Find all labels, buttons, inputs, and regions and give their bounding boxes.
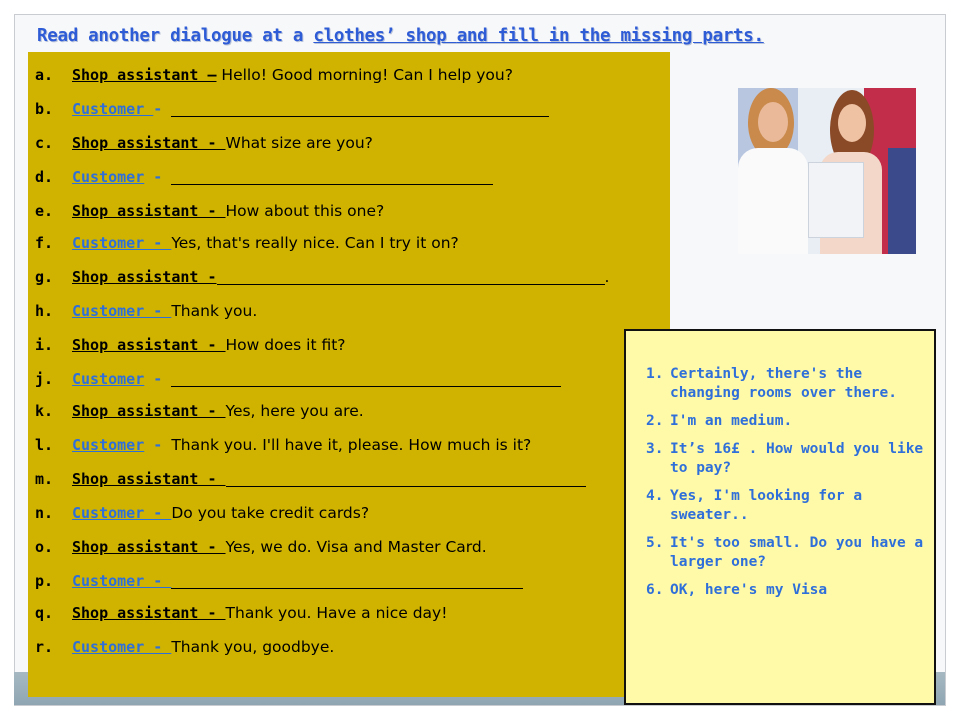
answer-options-list [646, 365, 932, 609]
line-letter: o. [35, 538, 54, 556]
option-text: It's too small. Do you have a larger one? [670, 535, 932, 570]
line-letter: l. [35, 436, 54, 454]
line-text: Yes, here you are. [225, 402, 364, 420]
line-end: . [604, 268, 610, 286]
line-letter: e. [35, 202, 54, 220]
dialogue-line-n [35, 500, 369, 526]
line-letter: i. [35, 336, 54, 354]
line-letter: n. [35, 504, 54, 522]
answer-blank[interactable] [217, 267, 605, 285]
option-text: OK, here's my Visa [670, 582, 828, 598]
dialogue-line-o [35, 534, 487, 560]
title-link: clothes’ shop [313, 26, 457, 46]
dialogue-line-e [35, 198, 384, 224]
speaker-label: Shop assistant – [72, 66, 217, 84]
line-letter: p. [35, 572, 54, 590]
dialogue-line-l [35, 432, 531, 458]
page-title [37, 26, 764, 46]
line-letter: k. [35, 402, 54, 420]
speaker-label: Shop assistant - [72, 538, 226, 556]
speaker-label: Customer - [72, 638, 172, 656]
speaker-label: Customer [72, 436, 145, 454]
option-text: It’s 16£ . How would you like to pay? [670, 441, 932, 476]
dialogue-line-c [35, 130, 373, 156]
speaker-label: Shop assistant - [72, 134, 226, 152]
assistant-body [738, 148, 808, 254]
dialogue-line-d [35, 164, 493, 190]
speaker-label: Customer [72, 370, 145, 388]
line-letter: r. [35, 638, 54, 656]
line-text: What size are you? [225, 134, 373, 152]
speaker-label: Shop assistant - [72, 268, 217, 286]
dialogue-line-m [35, 466, 586, 492]
dialogue-line-q [35, 600, 447, 626]
line-text: Yes, we do. Visa and Master Card. [225, 538, 487, 556]
answer-option [646, 581, 932, 600]
line-text: Thank you, goodbye. [171, 638, 335, 656]
speaker-label: Shop assistant - [72, 604, 226, 622]
answer-option [646, 534, 932, 572]
speaker-separator: - [153, 100, 172, 118]
dialogue-line-g [35, 264, 609, 290]
answer-option [646, 365, 932, 403]
answer-blank[interactable] [171, 99, 549, 117]
speaker-label: Shop assistant - [72, 202, 226, 220]
option-text: Yes, I'm looking for a sweater.. [670, 488, 871, 523]
speaker-separator: - [144, 370, 172, 388]
speaker-label: Shop assistant - [72, 336, 226, 354]
line-text: Thank you. [171, 302, 258, 320]
line-text: Thank you. I'll have it, please. How much is it? [171, 436, 532, 454]
speaker-separator: - [144, 168, 172, 186]
speaker-label: Customer [72, 168, 145, 186]
line-letter: h. [35, 302, 54, 320]
option-text: I'm an medium. [670, 413, 793, 429]
dialogue-line-a [35, 62, 513, 88]
line-letter: a. [35, 66, 54, 84]
answer-option [646, 412, 932, 431]
speaker-label: Customer - [72, 504, 172, 522]
speaker-label: Customer - [72, 302, 172, 320]
line-letter: m. [35, 470, 54, 488]
speaker-label: Shop assistant - [72, 402, 226, 420]
option-number: 1. [646, 366, 664, 382]
line-text: Do you take credit cards? [171, 504, 370, 522]
speaker-label: Customer - [72, 572, 172, 590]
line-letter: b. [35, 100, 54, 118]
dialogue-line-p [35, 568, 523, 594]
dialogue-line-b [35, 96, 549, 122]
line-letter: g. [35, 268, 54, 286]
answer-options-box [624, 329, 936, 705]
speaker-separator: - [144, 436, 172, 454]
line-text: Thank you. Have a nice day! [225, 604, 448, 622]
speaker-label: Customer [72, 100, 154, 118]
speaker-label: Customer - [72, 234, 172, 252]
dialogue-line-r [35, 634, 334, 660]
line-text: Yes, that's really nice. Can I try it on? [171, 234, 459, 252]
clothes-hanging [888, 148, 916, 254]
dialogue-line-j [35, 366, 561, 392]
line-letter: f. [35, 234, 54, 252]
assistant-face [758, 102, 788, 142]
line-letter: j. [35, 370, 54, 388]
shop-photo [738, 88, 916, 254]
line-letter: c. [35, 134, 54, 152]
answer-blank[interactable] [171, 167, 493, 185]
sweater-on-hanger [808, 162, 864, 238]
line-letter: d. [35, 168, 54, 186]
speaker-label: Shop assistant - [72, 470, 226, 488]
dialogue-line-i [35, 332, 346, 358]
answer-blank[interactable] [226, 469, 586, 487]
title-after: and fill in the missing parts. [456, 26, 764, 46]
option-number: 2. [646, 413, 664, 429]
line-letter: q. [35, 604, 54, 622]
answer-option [646, 487, 932, 525]
line-text: How about this one? [225, 202, 385, 220]
answer-option [646, 440, 932, 478]
option-number: 6. [646, 582, 664, 598]
dialogue-line-f [35, 230, 459, 256]
option-number: 4. [646, 488, 664, 504]
answer-blank[interactable] [171, 571, 523, 589]
customer-face [838, 104, 866, 142]
dialogue-line-k [35, 398, 364, 424]
option-number: 5. [646, 535, 664, 551]
option-number: 3. [646, 441, 664, 457]
title-before: Read another dialogue at a [37, 26, 314, 46]
answer-blank[interactable] [171, 369, 561, 387]
line-text: Hello! Good morning! Can I help you? [216, 66, 513, 84]
dialogue-line-h [35, 298, 257, 324]
line-text: How does it fit? [225, 336, 346, 354]
option-text: Certainly, there's the changing rooms over there. [670, 366, 897, 401]
